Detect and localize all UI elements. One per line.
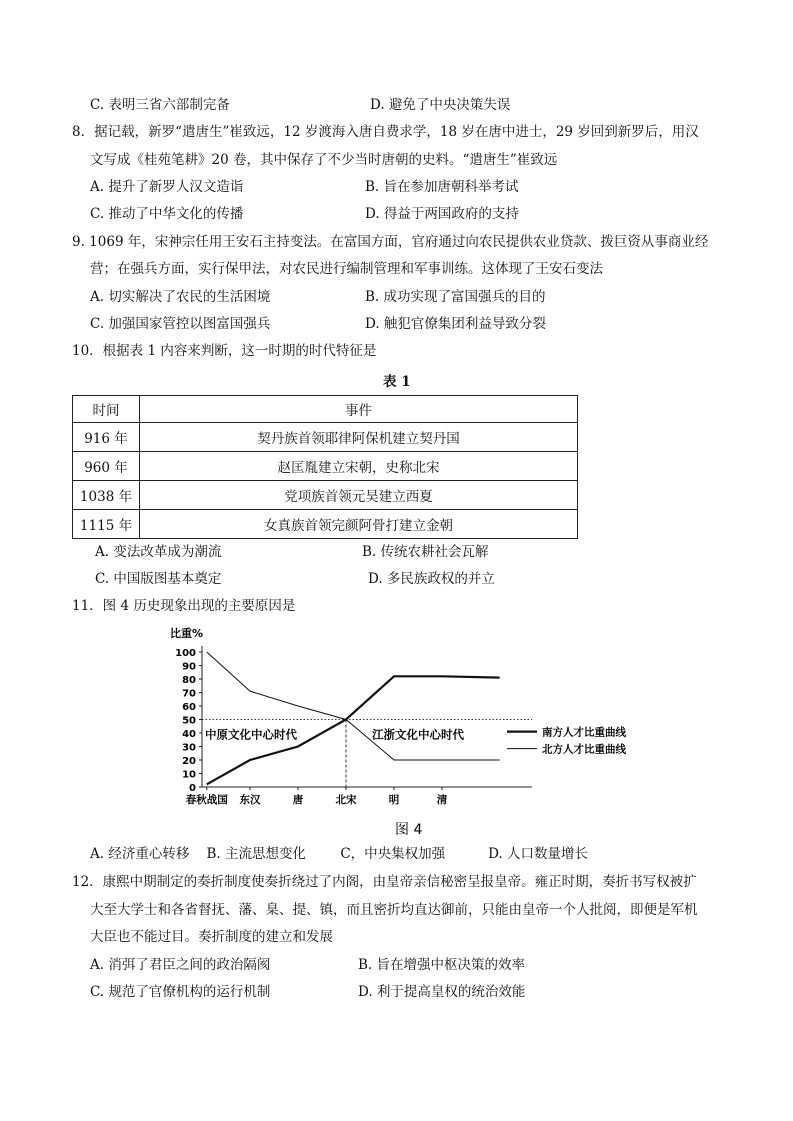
chart-ylabel: 比重% bbox=[170, 627, 204, 640]
chart-axes bbox=[202, 646, 532, 787]
y-tick-label: 40 bbox=[182, 729, 196, 740]
x-tick-label: 清 bbox=[436, 794, 448, 806]
x-tick-label: 明 bbox=[388, 794, 400, 806]
q8-stem-line1: 8．据记载，新罗“遣唐生”崔致远，12 岁渡海入唐自费求学，18 岁在唐中进士，29 岁回到新罗后，用汉 bbox=[72, 124, 699, 140]
table-cell-event: 党项族首领元昊建立西夏 bbox=[140, 481, 578, 510]
chart-legend bbox=[507, 726, 626, 756]
chart-yticks bbox=[175, 648, 202, 794]
q9-option-b: B. 成功实现了富国强兵的目的 bbox=[365, 289, 546, 305]
q9-option-c: C. 加强国家管控以图富国强兵 bbox=[90, 316, 271, 332]
y-tick-label: 80 bbox=[182, 675, 196, 686]
legend-label: 北方人才比重曲线 bbox=[542, 743, 626, 756]
q8-option-a: A. 提升了新罗人汉文造诣 bbox=[90, 179, 244, 195]
annotation-jiangzhe: 江浙文化中心时代 bbox=[372, 727, 464, 742]
x-tick-label: 唐 bbox=[292, 794, 304, 806]
legend-label: 南方人才比重曲线 bbox=[542, 726, 626, 739]
y-tick-label: 50 bbox=[182, 715, 196, 727]
table-row bbox=[73, 423, 578, 452]
table-cell-event: 女真族首领完颜阿骨打建立金朝 bbox=[140, 510, 578, 539]
chart-title: 图 4 bbox=[395, 822, 423, 838]
q12-option-b: B. 旨在增强中枢决策的效率 bbox=[358, 957, 526, 973]
q8-option-b: B. 旨在参加唐朝科举考试 bbox=[365, 179, 519, 195]
q12-option-c: C. 规范了官僚机构的运行机制 bbox=[90, 984, 271, 1000]
y-tick-label: 0 bbox=[189, 783, 196, 794]
y-tick-label: 10 bbox=[182, 769, 196, 781]
table-cell-event: 赵匡胤建立宋朝，史称北宋 bbox=[140, 452, 578, 481]
x-tick-label: 东汉 bbox=[239, 794, 261, 806]
table-header-event: 事件 bbox=[140, 396, 578, 423]
chart-xticks bbox=[186, 787, 448, 806]
figure-4-chart bbox=[160, 625, 640, 840]
table-row bbox=[73, 510, 578, 539]
table-cell-event: 契丹族首领耶律阿保机建立契丹国 bbox=[140, 423, 578, 452]
x-tick-label: 春秋战国 bbox=[185, 794, 228, 806]
q12-stem-line3: 大臣也不能过目。奏折制度的建立和发展 bbox=[90, 929, 333, 945]
q11-options: A. 经济重心转移 B. 主流思想变化 C，中央集权加强 D. 人口数量增长 bbox=[90, 846, 588, 862]
table-cell-year: 1038 年 bbox=[73, 481, 140, 510]
q9-option-d: D. 触犯官僚集团利益导致分裂 bbox=[365, 316, 546, 332]
table-row bbox=[73, 481, 578, 510]
q12-option-a: A. 消弭了君臣之间的政治隔阂 bbox=[90, 957, 271, 973]
q9-stem-line1: 9. 1069 年，宋神宗任用王安石主持变法。在富国方面，官府通过向农民提供农业贷款、拨巨资从事商业经 bbox=[72, 234, 709, 250]
table-cell-year: 960 年 bbox=[73, 452, 140, 481]
table-cell-year: 1115 年 bbox=[73, 510, 140, 539]
y-tick-label: 100 bbox=[175, 648, 196, 659]
y-tick-label: 60 bbox=[182, 702, 196, 713]
table-header-time: 时间 bbox=[73, 396, 140, 423]
q7-option-c: C. 表明三省六部制完备 bbox=[90, 97, 230, 113]
q12-stem-line2: 大至大学士和各省督抚、藩、臬、提、镇，而且密折均直达御前，只能由皇帝一个人批阅，即便是军机 bbox=[90, 902, 698, 918]
chart-annotations bbox=[205, 727, 464, 741]
chart-series bbox=[202, 652, 532, 787]
q10-option-b: B. 传统农耕社会瓦解 bbox=[362, 544, 489, 560]
q7-option-d: D. 避免了中央决策失误 bbox=[370, 97, 511, 113]
table-row bbox=[73, 452, 578, 481]
q10-stem: 10．根据表 1 内容来判断，这一时期的时代特征是 bbox=[72, 343, 377, 359]
events-table bbox=[72, 395, 578, 539]
q10-option-a: A. 变法改革成为潮流 bbox=[95, 544, 222, 560]
q12-stem-line1: 12．康熙中期制定的奏折制度使奏折绕过了内阁，由皇帝亲信秘密呈报皇帝。雍正时期，奏折书写权被扩 bbox=[72, 874, 697, 890]
q8-stem-line2: 文写成《桂苑笔耕》20 卷，其中保存了不少当时唐朝的史料。“遣唐生”崔致远 bbox=[90, 152, 558, 168]
series-line-2 bbox=[207, 652, 500, 760]
q8-option-c: C. 推动了中华文化的传播 bbox=[90, 206, 244, 222]
q12-option-d: D. 利于提高皇权的统治效能 bbox=[358, 984, 526, 1000]
y-tick-label: 20 bbox=[182, 756, 196, 767]
y-tick-label: 90 bbox=[182, 661, 196, 673]
q10-option-c: C. 中国版图基本奠定 bbox=[95, 571, 222, 587]
q10-option-d: D. 多民族政权的并立 bbox=[368, 571, 495, 587]
table-caption: 表 1 bbox=[383, 374, 411, 390]
q9-option-a: A. 切实解决了农民的生活困境 bbox=[90, 289, 271, 305]
q9-stem-line2: 营；在强兵方面，实行保甲法，对农民进行编制管理和军事训练。这体现了王安石变法 bbox=[90, 261, 603, 277]
y-tick-label: 30 bbox=[182, 742, 196, 754]
q11-stem: 11．图 4 历史现象出现的主要原因是 bbox=[72, 598, 296, 614]
x-tick-label: 北宋 bbox=[335, 794, 357, 806]
y-tick-label: 70 bbox=[182, 688, 196, 700]
q8-option-d: D. 得益于两国政府的支持 bbox=[365, 206, 519, 222]
table-header-row bbox=[73, 396, 578, 423]
table-cell-year: 916 年 bbox=[73, 423, 140, 452]
annotation-central-plains: 中原文化中心时代 bbox=[205, 727, 297, 742]
